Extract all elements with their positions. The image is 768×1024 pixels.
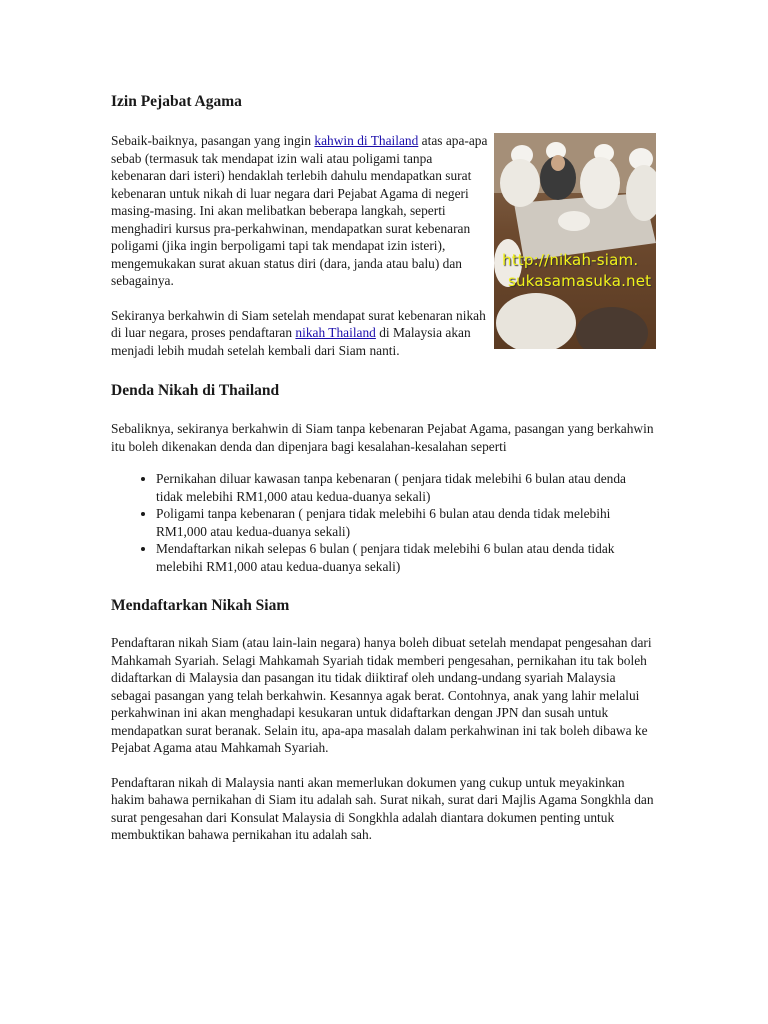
section-title-mendaftarkan-nikah: Mendaftarkan Nikah Siam (111, 597, 290, 614)
paragraph-text: di Malaysia akan menjadi lebih mudah setelah kembali dari Siam nanti. (111, 325, 471, 358)
image-caption-line2: sukasamasuka.net (508, 272, 652, 290)
penalty-list (111, 470, 656, 575)
wedding-photo (494, 133, 656, 349)
wedding-photo-graphic (494, 133, 656, 349)
section-title-denda-nikah: Denda Nikah di Thailand (111, 382, 280, 399)
paragraph-text: Sebaik-baiknya, pasangan yang ingin (111, 133, 315, 148)
paragraph: Pendaftaran nikah di Malaysia nanti akan memerlukan dokumen yang cukup untuk meyakinkan hakim bahawa pernikahan di Siam itu adalah sah. Surat nikah, surat dari Majlis Agama Songkhla dan surat pengesahan dari Konsulat Malaysia di Songkhla adalah diantara dokumen penting untuk membuktikan bahawa pernikahan itu adalah sah. (111, 774, 654, 842)
paragraph: Sebaliknya, sekiranya berkahwin di Siam tanpa kebenaran Pejabat Agama, pasangan yang berkahwin itu boleh dikenakan denda dan dipenjara bagi kesalahan-kesalahan seperti (111, 421, 654, 454)
list-item: • Pernikahan diluar kawasan tanpa kebenaran ( penjara tidak melebihi 6 bulan atau denda tidak melebihi RM1,000 atau kedua-duanya sekali) (156, 470, 656, 505)
section-title-izin-pejabat-agama: Izin Pejabat Agama (111, 93, 242, 110)
paragraph: Pendaftaran nikah Siam (atau lain-lain negara) hanya boleh dibuat setelah mendapat pengesahan dari Mahkamah Syariah. Selagi Mahkamah Syariah tidak memberi pengesahan, pernikahan itu tak boleh didaftarkan di Malaysia dan pasangan itu tidak diiktiraf oleh undang-undang syariah Malaysia sebagai pasangan yang telah berkahwin. Kesannya agak berat. Contohnya, anak yang lahir melalui perkahwinan ini akan menghadapi kesukaran untuk didaftarkan dengan JPN dan susah untuk mendapatkan surat beranak. Selain itu, apa-apa masalah dalam perkahwinan ini tak boleh dibawa ke Pejabat Agama atau Mahkamah Syariah. (111, 635, 652, 755)
paragraph-text: Sekiranya berkahwin di Siam setelah mendapat surat kebenaran nikah di luar negara, proses pendaftaran (111, 307, 486, 340)
nikah-thailand-link[interactable]: nikah Thailand (295, 325, 376, 340)
paragraph-text: atas apa-apa sebab (termasuk tak mendapat izin wali atau poligami tanpa kebenaran dari isteri) hendaklah terlebih dahulu mendapatkan surat kebenaran untuk nikah di luar negara dari Pejabat Agama di negeri masing-masing. Ini akan melibatkan beberapa langkah, seperti menghadiri kursus pra-perkahwinan, mendapatkan surat kebenaran poligami (jika ingin berpoligami tapi tak mendapat izin isteri), mengemukakan surat akuan status diri (dara, janda atau balu) dan sebagainya. (111, 133, 488, 288)
article-content (111, 92, 656, 844)
kahwin-di-thailand-link[interactable]: kahwin di Thailand (314, 133, 419, 148)
image-caption-line1: http://nikah-siam. (502, 251, 639, 269)
list-item: • Mendaftarkan nikah selepas 6 bulan ( penjara tidak melebihi 6 bulan atau denda tidak melebihi RM1,000 atau kedua-duanya sekali) (156, 540, 656, 575)
list-item: • Poligami tanpa kebenaran ( penjara tidak melebihi 6 bulan atau denda tidak melebihi RM1,000 atau kedua-duanya sekali) (156, 505, 656, 540)
